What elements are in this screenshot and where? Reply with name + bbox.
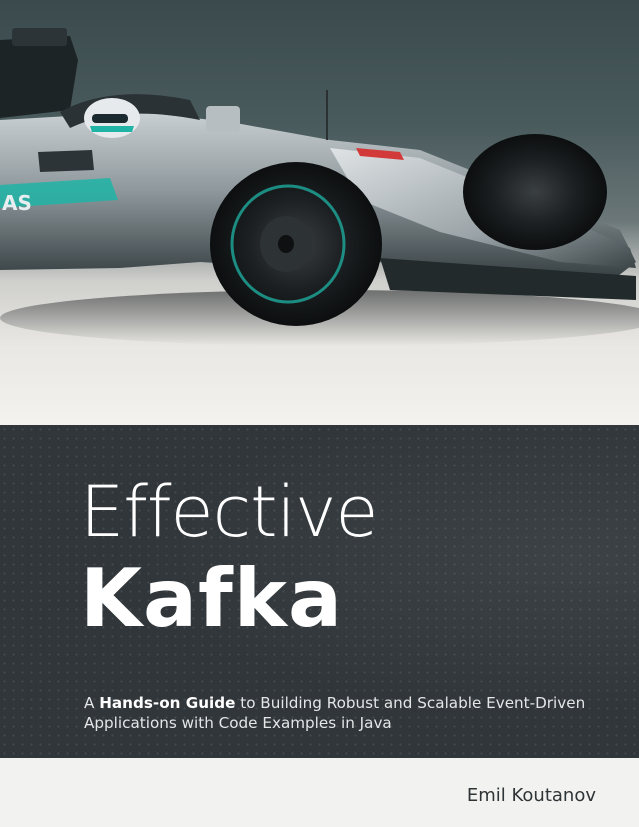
- rear-wing: [0, 36, 78, 118]
- car-livery-text: AS: [2, 191, 32, 215]
- antenna: [326, 90, 328, 140]
- subtitle-prefix: A: [84, 694, 100, 712]
- book-title-line1: Effective: [80, 471, 378, 553]
- onboard-camera: [206, 106, 240, 132]
- rear-wing-endplate: [12, 28, 67, 46]
- helmet-stripe: [90, 126, 134, 132]
- author-name: Emil Koutanov: [466, 785, 596, 806]
- front-wheel-nut: [278, 235, 294, 253]
- rear-tyre: [463, 134, 607, 250]
- subtitle-line1-rest: to Building Robust and Scalable Event-Driven: [235, 694, 586, 712]
- title-panel: [0, 425, 639, 758]
- side-mirror: [38, 150, 94, 172]
- helmet-visor: [92, 114, 128, 123]
- book-subtitle: [84, 693, 624, 733]
- subtitle-emphasis: Hands-on Guide: [99, 694, 236, 712]
- book-title-line2: Kafka: [80, 552, 343, 645]
- subtitle-line2: Applications with Code Examples in Java: [84, 714, 392, 732]
- author-footer: [0, 758, 639, 827]
